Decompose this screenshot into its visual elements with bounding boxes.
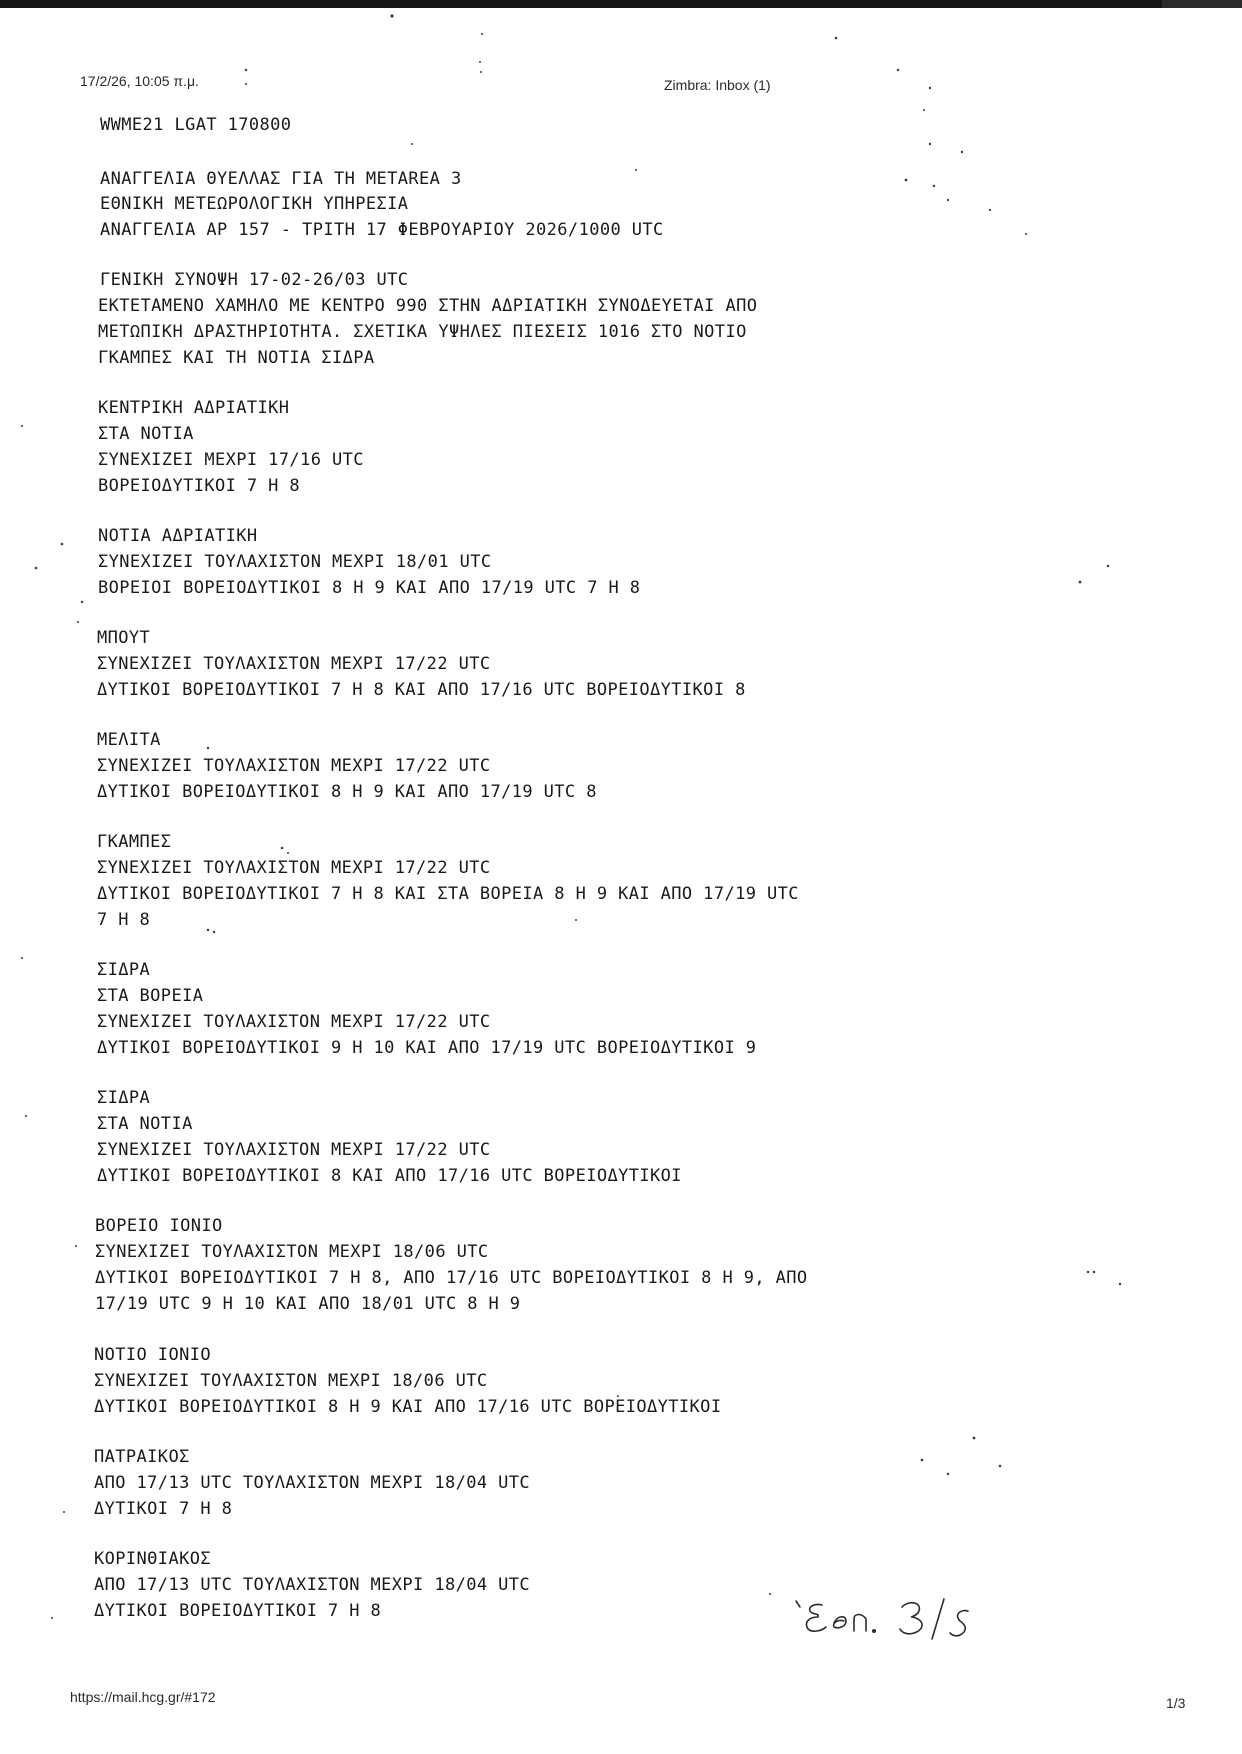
message-line: ΣΤΑ ΒΟΡΕΙΑ [97, 986, 204, 1006]
message-line: ΔΥΤΙΚΟΙ ΒΟΡΕΙΟΔΥΤΙΚΟΙ 9 Η 10 ΚΑΙ ΑΠΟ 17/19 UTC ΒΟΡΕΙΟΔΥΤΙΚΟΙ 9 [97, 1038, 757, 1058]
message-line: ΑΝΑΓΓΕΛΙΑ ΑΡ 157 - ΤΡΙΤΗ 17 ΦΕΒΡΟΥΑΡΙΟΥ 2026/1000 UTC [100, 220, 664, 240]
message-line: ΣΙΔΡΑ [97, 960, 151, 980]
message-line: ΣΥΝΕΧΙΖΕΙ ΤΟΥΛΑΧΙΣΤΟΝ ΜΕΧΡΙ 18/06 UTC [94, 1371, 488, 1391]
message-line: 17/19 UTC 9 Η 10 ΚΑΙ ΑΠΟ 18/01 UTC 8 Η 9 [95, 1294, 521, 1314]
print-header-title: Zimbra: Inbox (1) [664, 77, 771, 93]
message-line: ΑΠΟ 17/13 UTC ΤΟΥΛΑΧΙΣΤΟΝ ΜΕΧΡΙ 18/04 UTC [94, 1575, 531, 1595]
message-line: ΔΥΤΙΚΟΙ 7 Η 8 [94, 1499, 233, 1519]
message-line: ΣΤΑ ΝΟΤΙΑ [97, 1114, 193, 1134]
message-line: ΒΟΡΕΙΟΔΥΤΙΚΟΙ 7 Η 8 [98, 476, 301, 496]
message-line: ΣΥΝΕΧΙΖΕΙ ΤΟΥΛΑΧΙΣΤΟΝ ΜΕΧΡΙ 17/22 UTC [97, 756, 491, 776]
message-line: ΣΥΝΕΧΙΖΕΙ ΤΟΥΛΑΧΙΣΤΟΝ ΜΕΧΡΙ 17/22 UTC [97, 1140, 491, 1160]
message-line: ΜΕΛΙΤΑ [97, 730, 161, 750]
message-line: ΚΕΝΤΡΙΚΗ ΑΔΡΙΑΤΙΚΗ [98, 398, 290, 418]
message-line: ΓΚΑΜΠΕΣ ΚΑΙ ΤΗ ΝΟΤΙΑ ΣΙΔΡΑ [98, 348, 375, 368]
handwritten-page-note [792, 1593, 1002, 1653]
message-line: ΒΟΡΕΙΟ ΙΟΝΙΟ [95, 1216, 223, 1236]
message-line: ΔΥΤΙΚΟΙ ΒΟΡΕΙΟΔΥΤΙΚΟΙ 8 ΚΑΙ ΑΠΟ 17/16 UTC ΒΟΡΕΙΟΔΥΤΙΚΟΙ [97, 1166, 682, 1186]
message-line: ΣΥΝΕΧΙΖΕΙ ΤΟΥΛΑΧΙΣΤΟΝ ΜΕΧΡΙ 17/22 UTC [97, 1012, 491, 1032]
message-line: ΚΟΡΙΝΘΙΑΚΟΣ [94, 1549, 211, 1569]
message-line: ΣΥΝΕΧΙΖΕΙ ΤΟΥΛΑΧΙΣΤΟΝ ΜΕΧΡΙ 18/06 UTC [95, 1242, 489, 1262]
message-line: ΑΠΟ 17/13 UTC ΤΟΥΛΑΧΙΣΤΟΝ ΜΕΧΡΙ 18/04 UTC [94, 1473, 531, 1493]
message-line: ΓΕΝΙΚΗ ΣΥΝΟΨΗ 17-02-26/03 UTC [100, 270, 409, 290]
message-line: ΕΘΝΙΚΗ ΜΕΤΕΩΡΟΛΟΓΙΚΗ ΥΠΗΡΕΣΙΑ [100, 194, 409, 214]
message-line: ΔΥΤΙΚΟΙ ΒΟΡΕΙΟΔΥΤΙΚΟΙ 7 Η 8 [94, 1601, 382, 1621]
message-line: ΜΕΤΩΠΙΚΗ ΔΡΑΣΤΗΡΙΟΤΗΤΑ. ΣΧΕΤΙΚΑ ΥΨΗΛΕΣ ΠΙΕΣΕΙΣ 1016 ΣΤΟ ΝΟΤΙΟ [98, 322, 747, 342]
message-line: ΝΟΤΙΑ ΑΔΡΙΑΤΙΚΗ [98, 526, 258, 546]
message-line: ΣΥΝΕΧΙΖΕΙ ΤΟΥΛΑΧΙΣΤΟΝ ΜΕΧΡΙ 17/22 UTC [97, 654, 491, 674]
scan-top-edge [0, 0, 1242, 8]
message-line: ΔΥΤΙΚΟΙ ΒΟΡΕΙΟΔΥΤΙΚΟΙ 8 Η 9 ΚΑΙ ΑΠΟ 17/19 UTC 8 [97, 782, 597, 802]
message-line: ΣΙΔΡΑ [97, 1088, 151, 1108]
print-header-datetime: 17/2/26, 10:05 π.μ. [80, 73, 199, 89]
scan-top-edge-strip [1162, 0, 1242, 8]
message-line: ΔΥΤΙΚΟΙ ΒΟΡΕΙΟΔΥΤΙΚΟΙ 8 Η 9 ΚΑΙ ΑΠΟ 17/16 UTC ΒΟΡΕΙΟΔΥΤΙΚΟΙ [94, 1397, 722, 1417]
print-footer-page: 1/3 [1166, 1695, 1186, 1711]
message-line: WWME21 LGAT 170800 [100, 115, 292, 135]
message-line: ΣΥΝΕΧΙΖΕΙ ΜΕΧΡΙ 17/16 UTC [98, 450, 364, 470]
message-line: ΣΥΝΕΧΙΖΕΙ ΤΟΥΛΑΧΙΣΤΟΝ ΜΕΧΡΙ 17/22 UTC [97, 858, 491, 878]
message-line: ΔΥΤΙΚΟΙ ΒΟΡΕΙΟΔΥΤΙΚΟΙ 7 Η 8 ΚΑΙ ΑΠΟ 17/16 UTC ΒΟΡΕΙΟΔΥΤΙΚΟΙ 8 [97, 680, 746, 700]
message-line: 7 Η 8 [97, 910, 151, 930]
message-line: ΕΚΤΕΤΑΜΕΝΟ ΧΑΜΗΛΟ ΜΕ ΚΕΝΤΡΟ 990 ΣΤΗΝ ΑΔΡΙΑΤΙΚΗ ΣΥΝΟΔΕΥΕΤΑΙ ΑΠΟ [98, 296, 758, 316]
message-line: ΣΥΝΕΧΙΖΕΙ ΤΟΥΛΑΧΙΣΤΟΝ ΜΕΧΡΙ 18/01 UTC [98, 552, 492, 572]
message-line: ΔΥΤΙΚΟΙ ΒΟΡΕΙΟΔΥΤΙΚΟΙ 7 Η 8, ΑΠΟ 17/16 UTC ΒΟΡΕΙΟΔΥΤΙΚΟΙ 8 Η 9, ΑΠΟ [95, 1268, 808, 1288]
message-line: ΜΠΟΥΤ [97, 628, 151, 648]
message-line: ΠΑΤΡΑΙΚΟΣ [94, 1447, 190, 1467]
print-footer-url: https://mail.hcg.gr/#172 [70, 1689, 216, 1705]
message-line: ΒΟΡΕΙΟΙ ΒΟΡΕΙΟΔΥΤΙΚΟΙ 8 Η 9 ΚΑΙ ΑΠΟ 17/19 UTC 7 Η 8 [98, 578, 641, 598]
message-line: ΑΝΑΓΓΕΛΙΑ ΘΥΕΛΛΑΣ ΓΙΑ ΤΗ METAREA 3 [100, 169, 462, 189]
message-line: ΓΚΑΜΠΕΣ [97, 832, 172, 852]
message-line: ΔΥΤΙΚΟΙ ΒΟΡΕΙΟΔΥΤΙΚΟΙ 7 Η 8 ΚΑΙ ΣΤΑ ΒΟΡΕΙΑ 8 Η 9 ΚΑΙ ΑΠΟ 17/19 UTC [97, 884, 799, 904]
message-line: ΝΟΤΙΟ ΙΟΝΙΟ [94, 1345, 211, 1365]
message-line: ΣΤΑ ΝΟΤΙΑ [98, 424, 194, 444]
